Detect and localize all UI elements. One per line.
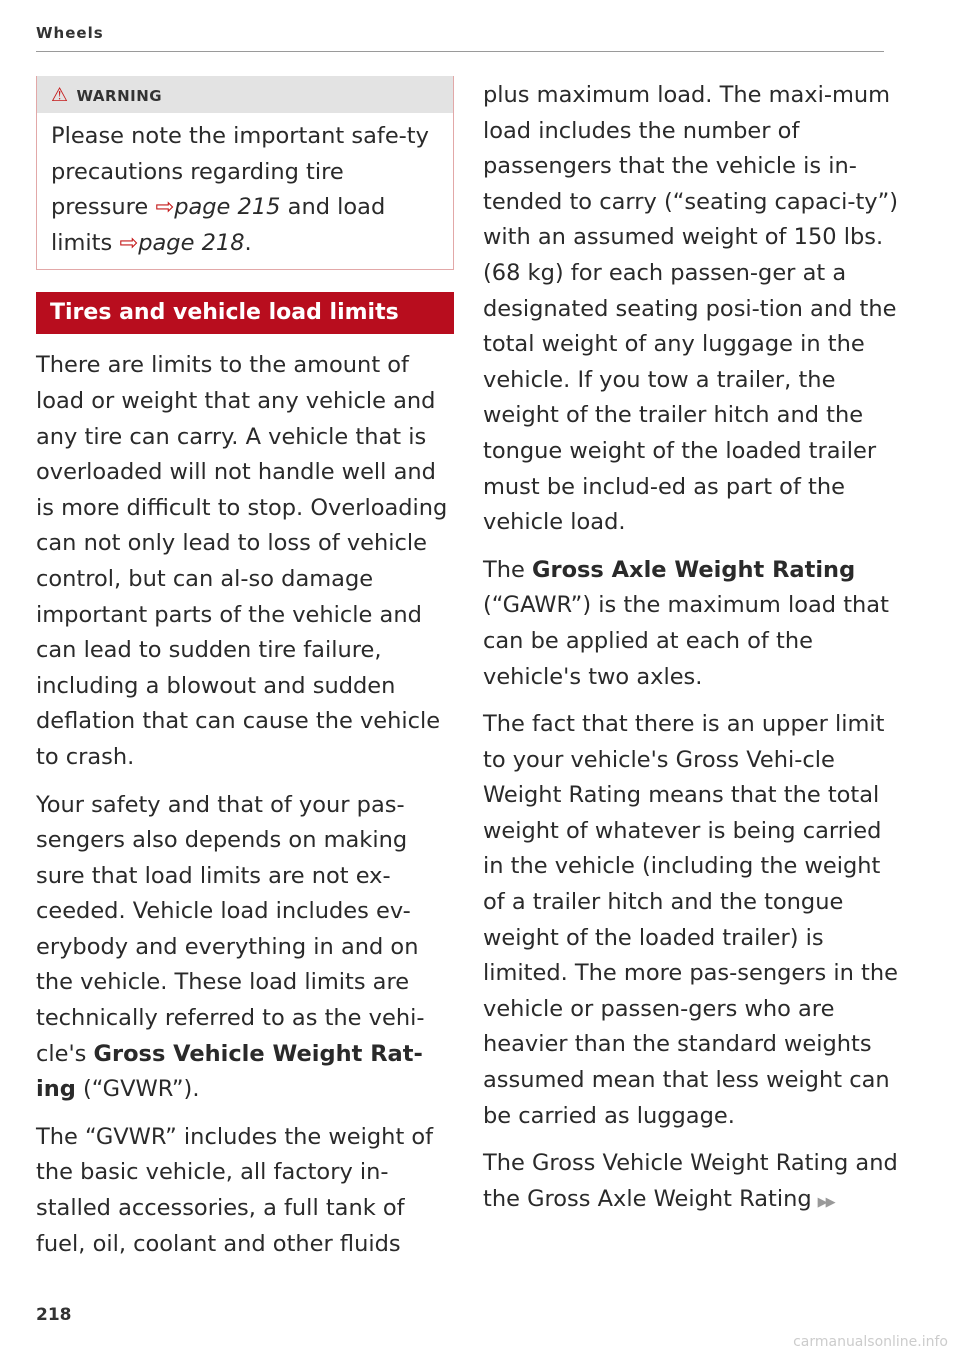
bold-term: Gross Vehicle Weight Rat-ing [36,1040,423,1103]
warning-text [37,113,453,269]
running-header: Wheels [36,24,104,42]
section-title: Tires and vehicle load limits [36,292,454,334]
warning-text-part: Please note the important safe-ty precautions regarding tire pressure [51,123,429,221]
paragraph-text: The Gross Vehicle Weight Rating and the Gross Axle Weight Rating [483,1150,898,1212]
paragraph-text: The [483,556,532,583]
paragraph-text: (“GVWR”). [75,1076,200,1103]
warning-triangle-icon: ⚠ [51,84,69,106]
bold-term: Gross Axle Weight Rating [532,556,856,583]
paragraph [483,1146,903,1220]
watermark: carmanualsonline.info [793,1334,948,1350]
paragraph: There are limits to the amount of load or weight that any vehicle and any tire can carry. A vehicle that is overloaded will not handle well and is more difficult to stop. Overloading can not only lead to loss of vehicle control, but can al-so damage important parts of the vehicle and can lead to sudden tire failure, including a blowout and sudden deflation that can cause the vehicle to crash. [36,352,448,770]
left-column [36,78,456,1274]
page-number: 218 [36,1305,72,1325]
page-reference-link[interactable]: page 218 [138,229,245,256]
paragraph [36,788,456,1108]
header-divider [36,51,884,52]
paragraph: The fact that there is an upper limit to your vehicle's Gross Vehi-cle Weight Rating means that the total weight of whatever is being carried in the vehicle (including the weight of a trailer hitch and the tongue weight of the loaded trailer) is limited. The more pas-sengers in the vehicle or passen-gers who are heavier than the standard weights assumed mean that less weight can be carried as luggage. [483,711,898,1129]
paragraph-text: Your safety and that of your pas-sengers also depends on making sure that load limits are not ex-ceeded. Vehicle load includes ev-erybody and everything in and on the vehicle. These load limits are technically referred to as the vehi-cle's [36,791,425,1067]
warning-box [36,76,454,270]
arrow-icon: ⇨ [119,229,139,256]
continue-arrow-icon: ▶▶ [817,1194,834,1210]
warning-label: WARNING [76,87,163,105]
paragraph: The “GVWR” includes the weight of the basic vehicle, all factory in-stalled accessories, a full tank of fuel, oil, coolant and other fluids [36,1123,434,1257]
right-column [483,78,903,1232]
warning-header [37,76,453,113]
warning-text-part: . [244,229,252,256]
paragraph: plus maximum load. The maxi-mum load includes the number of passengers that the vehicle is in-tended to carry (“seating capaci-ty”) with an assumed weight of 150 lbs. (68 kg) for each passen-ger at a designated seating posi-tion and the total weight of any luggage in the vehicle. If you tow a trailer, the weight of the trailer hitch and the tongue weight of the loaded trailer must be includ-ed as part of the vehicle load. [483,82,899,536]
paragraph [483,553,903,695]
arrow-icon: ⇨ [155,194,175,221]
page-reference-link[interactable]: page 215 [174,194,281,221]
warning-text-part: and load limits [51,194,386,256]
paragraph-text: (“GAWR”) is the maximum load that can be applied at each of the vehicle's two axles. [483,592,889,690]
